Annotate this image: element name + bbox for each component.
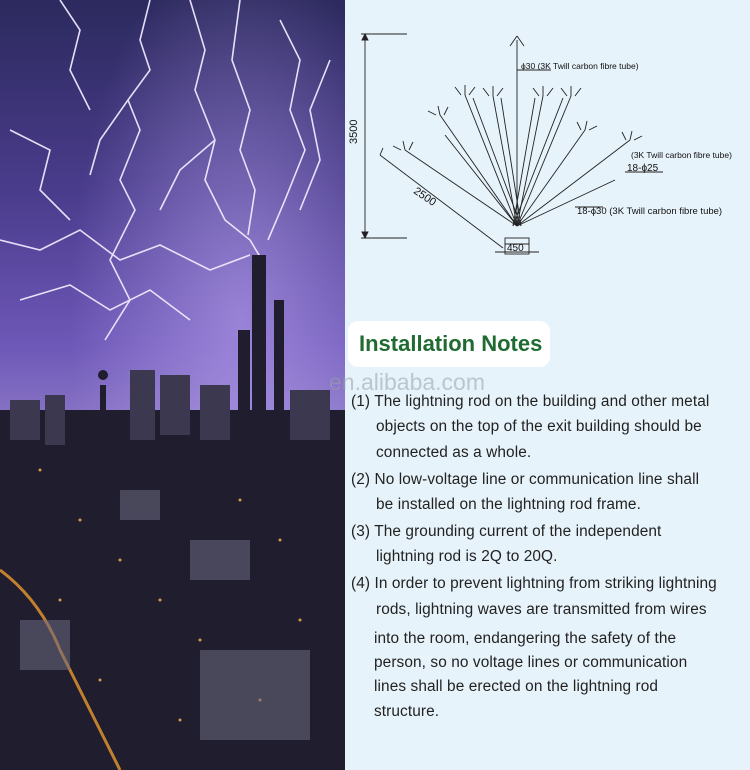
note-line: (2) No low-voltage line or communication line shall (351, 471, 700, 488)
note-line: into the room, endangering the safety of the (374, 630, 677, 647)
note-line: objects on the top of the exit building should be (376, 418, 702, 435)
note-line: be installed on the lightning rod frame. (376, 496, 641, 513)
note-line: person, so no voltage lines or communication (374, 654, 688, 671)
installation-panel (329, 0, 750, 770)
note-line: rods, lightning waves are transmitted from wires (376, 601, 707, 618)
note-line: lines shall be erected on the lightning rod (374, 678, 659, 695)
length-dimension: 2500 (411, 185, 439, 209)
note-line: structure. (374, 703, 440, 720)
notes-title: Installation Notes (359, 331, 543, 356)
side-tube-note: (3K Twill carbon fibre tube) (631, 150, 732, 160)
top-tube-label: ϕ30 (3K Twill carbon fibre tube) (521, 61, 639, 71)
watermark: en.alibaba.com (329, 369, 485, 395)
height-dimension: 3500 (348, 119, 360, 144)
note-line: (1) The lightning rod on the building and other metal (351, 393, 710, 410)
note-line: lightning rod is 2Q to 20Q. (376, 548, 558, 565)
side-tube-size: 18-ϕ25 (627, 163, 659, 174)
lightning-rod-diagram (345, 0, 750, 270)
city-lightning-photo (0, 0, 345, 770)
base-width-dimension: 450 (507, 243, 524, 254)
note-line: (3) The grounding current of the independent (351, 523, 662, 540)
lower-tube-label: 18-ϕ30 (3K Twill carbon fibre tube) (577, 206, 723, 217)
note-line: connected as a whole. (376, 444, 532, 461)
note-line: (4) In order to prevent lightning from striking lightning (351, 575, 717, 592)
